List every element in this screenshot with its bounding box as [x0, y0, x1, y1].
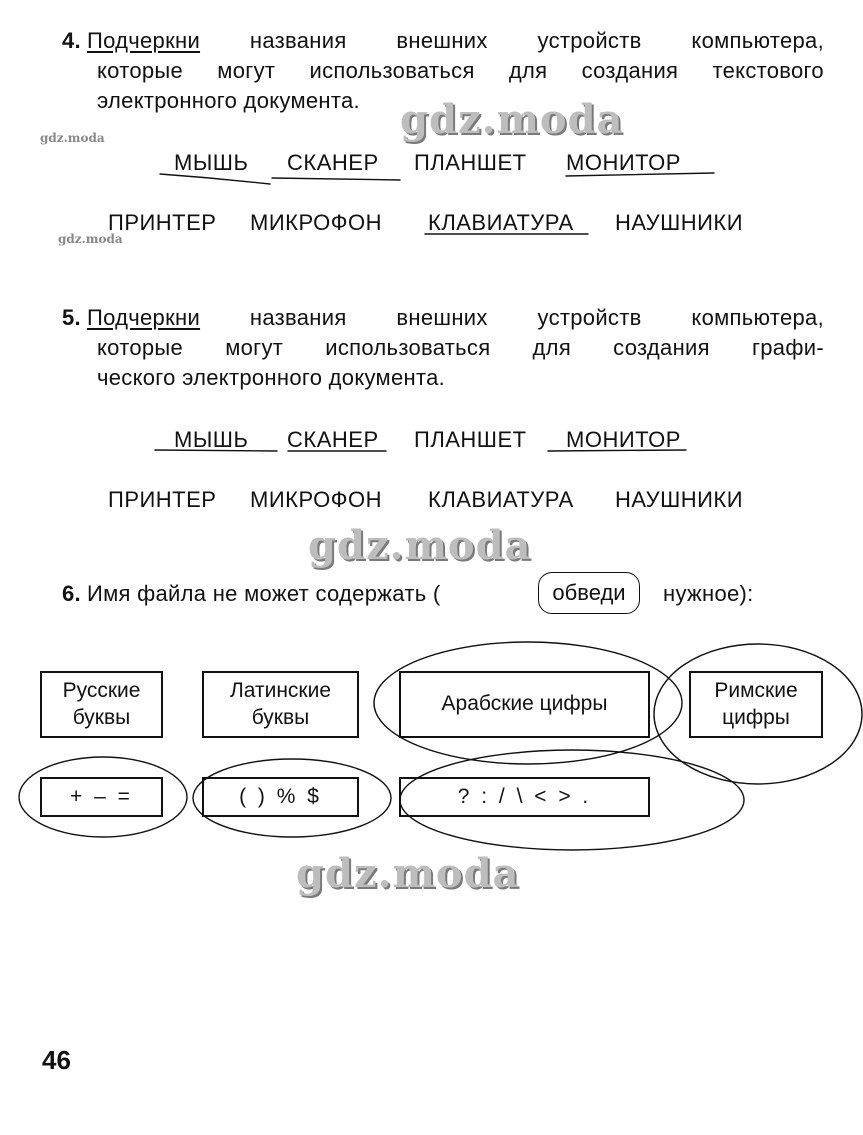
task5-line1 — [62, 305, 824, 331]
task4-word: устройств — [537, 28, 642, 53]
device-microphone: МИКРОФОН — [250, 210, 382, 235]
task4-word: компьютера, — [691, 28, 824, 53]
box-label: буквы — [251, 705, 310, 729]
task5-word: создания — [613, 335, 710, 360]
device-scanner: СКАНЕР — [287, 427, 379, 452]
task6-text-after: нужное): — [663, 581, 754, 606]
box-label: ( ) % $ — [239, 784, 322, 808]
device-mouse: МЫШЬ — [174, 427, 249, 452]
option-box-brackets[interactable] — [202, 777, 359, 817]
box-label: цифры — [722, 705, 790, 729]
device-tablet: ПЛАНШЕТ — [414, 427, 527, 452]
box-label: + – = — [70, 784, 133, 808]
watermark-small: gdz.moda — [58, 232, 123, 246]
option-box-latin[interactable] — [202, 671, 359, 738]
device-keyboard: КЛАВИАТУРА — [428, 487, 574, 512]
task5-line2 — [97, 335, 824, 361]
option-box-russian[interactable] — [40, 671, 163, 738]
box-label: Латинские — [229, 679, 332, 703]
watermark-small: gdz.moda — [40, 131, 105, 145]
task5-number: 5. — [62, 305, 81, 330]
box-label: Арабские цифры — [441, 692, 608, 716]
device-mouse: МЫШЬ — [174, 150, 249, 175]
task6-number: 6. — [62, 581, 81, 606]
task5-word: могут — [225, 335, 284, 360]
task4-word: названия — [249, 28, 347, 53]
task4-word: для — [508, 58, 548, 83]
task5-word: графи- — [751, 335, 824, 360]
task4-line1 — [62, 28, 824, 54]
device-tablet: ПЛАНШЕТ — [414, 150, 527, 175]
watermark: gdz.moda — [400, 96, 624, 143]
task4-word: внешних — [396, 28, 488, 53]
watermark: gdz.moda — [296, 850, 520, 897]
device-headphones: НАУШНИКИ — [615, 487, 744, 512]
device-monitor: МОНИТОР — [566, 427, 681, 452]
device-printer: ПРИНТЕР — [108, 487, 217, 512]
device-headphones: НАУШНИКИ — [615, 210, 744, 235]
task6-text: Имя файла не может содержать ( — [86, 581, 441, 606]
watermark: gdz.moda — [308, 522, 532, 569]
device-printer: ПРИНТЕР — [108, 210, 217, 235]
box-label: ? : / \ < > . — [457, 784, 592, 808]
task5-line3: ческого электронного документа. — [97, 365, 446, 390]
task4-line2 — [97, 58, 824, 84]
task5-word: названия — [249, 305, 347, 330]
task5-word: использоваться — [325, 335, 491, 360]
task4-word: могут — [217, 58, 276, 83]
task5-word: компьютера, — [691, 305, 824, 330]
task4-word: текстового — [712, 58, 824, 83]
task4-line3: электронного документа. — [97, 88, 360, 113]
device-microphone: МИКРОФОН — [250, 487, 382, 512]
task4-word: создания — [581, 58, 679, 83]
task5-word: которые — [97, 335, 184, 360]
task4-word: которые — [97, 58, 184, 83]
option-box-special-chars[interactable] — [399, 777, 650, 817]
task4-word: использоваться — [309, 58, 475, 83]
device-scanner: СКАНЕР — [287, 150, 379, 175]
option-box-arabic[interactable] — [399, 671, 650, 738]
box-label: буквы — [72, 705, 131, 729]
page-number: 46 — [42, 1045, 71, 1075]
task5-word: устройств — [537, 305, 642, 330]
task5-verb: Подчеркни — [86, 305, 201, 330]
task4-verb: Подчеркни — [86, 28, 201, 53]
device-keyboard: КЛАВИАТУРА — [428, 210, 574, 235]
device-monitor: МОНИТОР — [566, 150, 681, 175]
task6-line — [62, 581, 441, 607]
option-box-roman[interactable] — [689, 671, 823, 738]
underline-mark — [272, 178, 400, 180]
task5-word: внешних — [396, 305, 488, 330]
option-box-math-signs[interactable] — [40, 777, 163, 817]
task4-number: 4. — [62, 28, 81, 53]
box-label: Римские — [714, 679, 798, 703]
task5-word: для — [532, 335, 572, 360]
box-label: Русские — [62, 679, 141, 703]
circled-word: обведи — [538, 572, 640, 614]
